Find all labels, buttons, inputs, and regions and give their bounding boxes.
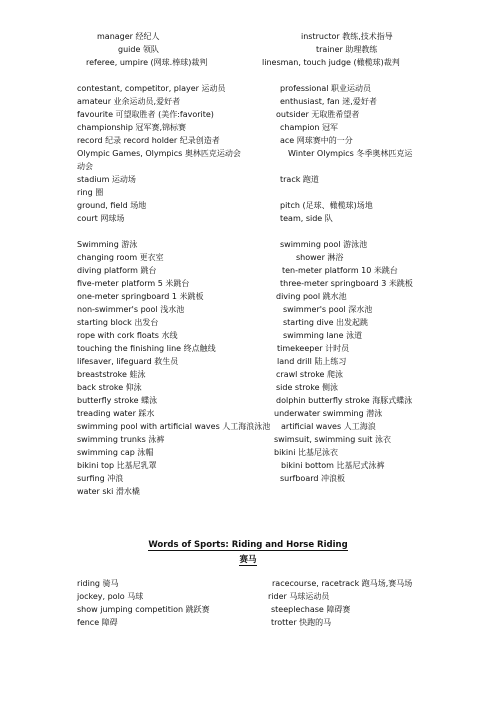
general-right-1: enthusiast, fan 迷,爱好者 (280, 97, 377, 106)
top-right-2: linesman, touch judge (橄榄球)裁判 (262, 58, 400, 67)
swim-right-14: artificial waves 人工海浪 (281, 422, 376, 431)
general-left-1: amateur 业余运动员,爱好者 (77, 97, 181, 106)
swim-left-3: five-meter platform 5 米跳台 (77, 279, 190, 288)
swim-right-15: swimsuit, swimming suit 泳衣 (274, 435, 391, 444)
swim-row-13 (0, 407, 496, 420)
swim-right-13: underwater swimming 潜泳 (274, 409, 383, 418)
general-right-4: ace 网球赛中的一分 (280, 136, 353, 145)
general-row-6 (0, 160, 496, 173)
general-row-8 (0, 186, 496, 199)
riding-left-1: jockey, polo 马球 (77, 592, 144, 601)
riding-section-subtitle-text: 赛马 (239, 555, 257, 565)
riding-row-2 (0, 603, 496, 616)
top-left-0: manager 经纪人 (97, 32, 160, 41)
swim-right-8: timekeeper 计时员 (277, 344, 350, 353)
general-left-10: court 网球场 (77, 214, 125, 223)
swim-row-1 (0, 251, 496, 264)
swim-right-2: ten-meter platform 10 米跳台 (282, 266, 398, 275)
top-right-0: instructor 教练,技术指导 (301, 32, 393, 41)
top-row-0 (0, 30, 496, 43)
swim-row-9 (0, 355, 496, 368)
swim-left-4: one-meter springboard 1 米跳板 (77, 292, 204, 301)
general-row-10 (0, 212, 496, 225)
swim-left-18: surfing 冲浪 (77, 474, 124, 483)
swim-row-5 (0, 303, 496, 316)
swim-right-3: three-meter springboard 3 米跳板 (280, 279, 413, 288)
top-right-1: trainer 助理教练 (316, 45, 378, 54)
swim-row-16 (0, 446, 496, 459)
top-left-1: guide 领队 (118, 45, 159, 54)
general-left-7: stadium 运动场 (77, 175, 136, 184)
swim-left-17: bikini top 比基尼乳罩 (77, 461, 157, 470)
swim-right-18: surfboard 冲浪板 (280, 474, 345, 483)
riding-right-3: trotter 快跑的马 (271, 618, 332, 627)
swim-left-8: touching the finishing line 终点触线 (77, 344, 216, 353)
swim-row-19 (0, 485, 496, 498)
swim-left-15: swimming trunks 泳裤 (77, 435, 165, 444)
general-left-8: ring 圈 (77, 188, 104, 197)
swim-row-18 (0, 472, 496, 485)
swim-left-11: back stroke 仰泳 (77, 383, 142, 392)
general-right-5: Winter Olympics 冬季奥林匹克运 (288, 149, 413, 158)
swim-left-0: Swimming 游泳 (77, 240, 138, 249)
general-left-4: record 纪录 record holder 纪录创造者 (77, 136, 220, 145)
top-left-2: referee, umpire (网球.棒球)裁判 (86, 58, 208, 67)
swim-left-10: breaststroke 蛙泳 (77, 370, 146, 379)
top-row-2 (0, 56, 496, 69)
general-right-7: track 跑道 (280, 175, 319, 184)
general-row-4 (0, 134, 496, 147)
swim-row-15 (0, 433, 496, 446)
swim-right-17: bikini bottom 比基尼式泳裤 (281, 461, 385, 470)
swim-left-9: lifesaver, lifeguard 救生员 (77, 357, 179, 366)
swim-left-16: swimming cap 泳帽 (77, 448, 154, 457)
swim-right-10: crawl stroke 爬泳 (276, 370, 344, 379)
swim-left-5: non-swimmer's pool 浅水池 (77, 305, 185, 314)
general-right-10: team, side 队 (280, 214, 333, 223)
swim-left-14: swimming pool with artificial waves 人工海浪泳池 (77, 422, 271, 431)
general-left-0: contestant, competitor, player 运动员 (77, 84, 226, 93)
swim-left-2: diving platform 跳台 (77, 266, 157, 275)
swim-row-6 (0, 316, 496, 329)
general-right-0: professional 职业运动员 (280, 84, 372, 93)
general-row-1 (0, 95, 496, 108)
riding-left-3: fence 障碍 (77, 618, 118, 627)
general-row-5 (0, 147, 496, 160)
general-left-9: ground, field 场地 (77, 201, 147, 210)
swim-right-16: bikini 比基尼泳衣 (274, 448, 338, 457)
swim-row-3 (0, 277, 496, 290)
swim-right-7: swimming lane 泳道 (283, 331, 363, 340)
swim-right-1: shower 淋浴 (296, 253, 344, 262)
general-right-2: outsider 无取胜希望者 (276, 110, 360, 119)
swim-left-7: rope with cork floats 水线 (77, 331, 178, 340)
swim-row-0 (0, 238, 496, 251)
riding-section-title-text: Words of Sports: Riding and Horse Riding (148, 540, 348, 550)
general-right-9: pitch (足球、橄榄球)场地 (280, 201, 373, 210)
swim-left-12: butterfly stroke 蝶泳 (77, 396, 158, 405)
general-row-0 (0, 82, 496, 95)
swim-right-12: dolphin butterfly stroke 海豚式蝶泳 (276, 396, 413, 405)
top-row-1 (0, 43, 496, 56)
general-row-2 (0, 108, 496, 121)
swim-row-4 (0, 290, 496, 303)
swim-row-11 (0, 381, 496, 394)
riding-right-1: rider 马球运动员 (268, 592, 330, 601)
swim-row-12 (0, 394, 496, 407)
swim-right-5: swimmer's pool 深水池 (283, 305, 373, 314)
swim-right-0: swimming pool 游泳池 (280, 240, 368, 249)
riding-left-0: riding 骑马 (77, 579, 119, 588)
swim-right-4: diving pool 跳水池 (276, 292, 347, 301)
swim-left-6: starting block 出发台 (77, 318, 159, 327)
riding-right-2: steeplechase 障碍赛 (271, 605, 351, 614)
riding-row-0 (0, 577, 496, 590)
general-row-9 (0, 199, 496, 212)
riding-row-3 (0, 616, 496, 629)
swim-row-8 (0, 342, 496, 355)
riding-right-0: racecourse, racetrack 跑马场,赛马场 (272, 579, 413, 588)
general-row-7 (0, 173, 496, 186)
riding-row-1 (0, 590, 496, 603)
general-row-3 (0, 121, 496, 134)
swim-row-17 (0, 459, 496, 472)
general-left-3: championship 冠军赛,锦标赛 (77, 123, 187, 132)
swim-row-14 (0, 420, 496, 433)
riding-section-subtitle (0, 554, 496, 567)
swim-row-2 (0, 264, 496, 277)
swim-right-9: land drill 陆上练习 (277, 357, 347, 366)
swim-row-7 (0, 329, 496, 342)
riding-section-title (0, 539, 496, 552)
swim-left-19: water ski 滑水橇 (77, 487, 140, 496)
general-left-6: 动会 (77, 162, 93, 171)
swim-left-1: changing room 更衣室 (77, 253, 164, 262)
general-left-5: Olympic Games, Olympics 奥林匹克运动会 (77, 149, 241, 158)
general-left-2: favourite 可望取胜者 (美作:favorite) (77, 110, 214, 119)
swim-left-13: treading water 踩水 (77, 409, 155, 418)
swim-right-11: side stroke 侧泳 (276, 383, 339, 392)
swim-right-6: starting dive 出发起跳 (283, 318, 369, 327)
swim-row-10 (0, 368, 496, 381)
general-right-3: champion 冠军 (280, 123, 338, 132)
riding-left-2: show jumping competition 跳跃赛 (77, 605, 210, 614)
